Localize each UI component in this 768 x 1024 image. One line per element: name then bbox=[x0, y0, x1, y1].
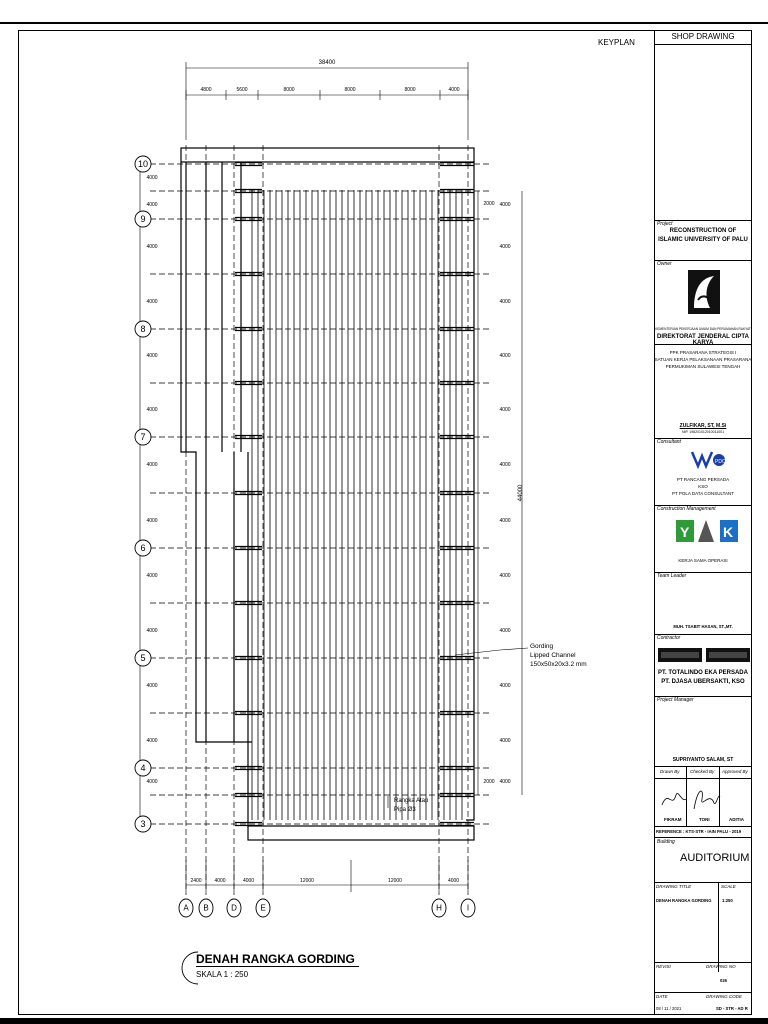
tb-rule bbox=[654, 882, 752, 883]
date-value: 08 / 11 / 2021 bbox=[656, 1006, 682, 1011]
dim-right-2000: 2000 bbox=[483, 779, 495, 785]
dim-bottom: 4000 bbox=[447, 878, 460, 884]
drawn-by-name: FIKRAM bbox=[664, 817, 682, 822]
sheet-bottom-rule bbox=[0, 1018, 768, 1024]
column-axis-label: H bbox=[436, 903, 442, 913]
consultant-line2: KSO bbox=[698, 484, 708, 489]
keyplan-label: KEYPLAN bbox=[598, 38, 635, 47]
pm-name: SUPRIYANTO SALAM, ST bbox=[672, 757, 734, 763]
dim-bottom: 12000 bbox=[300, 878, 314, 884]
team-leader-name: MUH. TSABIT HASAN, ST.,MT. bbox=[673, 624, 733, 629]
cm-text: KERJA SAMA OPERASI bbox=[678, 558, 728, 563]
dim-top: 4800 bbox=[200, 87, 212, 93]
column-axis-label: D bbox=[231, 903, 237, 913]
row-axis-label: 3 bbox=[140, 819, 146, 829]
scale-value: 1:250 bbox=[722, 898, 733, 903]
column-axis-label: E bbox=[260, 903, 266, 913]
team-leader-label: Team Leader bbox=[657, 573, 687, 579]
drawing-no-value: 026 bbox=[720, 978, 727, 983]
dim-top: 8000 bbox=[344, 87, 356, 93]
tb-rule bbox=[654, 766, 752, 767]
column-axis-label: I bbox=[466, 903, 470, 913]
revisi-label: REVISI bbox=[656, 964, 671, 969]
cm-label: Construction Management bbox=[657, 506, 716, 512]
row-axis-label: 4 bbox=[140, 763, 146, 773]
drawing-code-value: SD - STR - AD R bbox=[716, 1006, 748, 1011]
dim-left: 4000 bbox=[146, 202, 158, 208]
dim-left: 4000 bbox=[146, 462, 158, 468]
plan-scale: SKALA 1 : 250 bbox=[196, 970, 249, 979]
dim-left: 4000 bbox=[146, 682, 158, 689]
dim-right: 4000 bbox=[499, 627, 511, 634]
column-axis-label: A bbox=[183, 903, 189, 913]
gording-note bbox=[530, 642, 587, 669]
project-label: Project bbox=[657, 221, 673, 227]
drawing-title: DENAH RANGKA GORDING bbox=[656, 898, 712, 903]
contractor-label: Contractor bbox=[657, 635, 681, 641]
dim-left: 4000 bbox=[146, 174, 158, 181]
pm-label: Project Manager bbox=[657, 697, 694, 703]
tb-rule bbox=[654, 837, 752, 838]
signatures-icon bbox=[658, 783, 748, 813]
dim-left: 4000 bbox=[146, 243, 158, 250]
row-axis-label: 7 bbox=[140, 432, 146, 442]
building-label: Building bbox=[657, 839, 675, 845]
dim-right: 4000 bbox=[499, 407, 511, 413]
owner-person: ZULFIKAR, ST, M.Si bbox=[679, 423, 727, 429]
consultant-label: Consultant bbox=[657, 439, 681, 445]
dim-left: 4000 bbox=[146, 407, 158, 413]
ppk-line1: PPK PRASARANA STRATEGIS I bbox=[669, 350, 737, 355]
svg-text:PDC: PDC bbox=[715, 459, 726, 465]
dim-right: 4000 bbox=[499, 682, 511, 689]
directorate-text: DIREKTORAT JENDERAL CIPTA KARYA bbox=[657, 334, 749, 346]
dim-right-2000: 2000 bbox=[483, 201, 495, 207]
dim-overall-height: 44000 bbox=[518, 484, 524, 502]
tb-rule bbox=[654, 962, 752, 963]
dim-bottom: 4000 bbox=[214, 878, 226, 884]
drawing-code-label: DRAWING CODE bbox=[706, 994, 742, 999]
gording-note-line1: Gording bbox=[530, 643, 554, 650]
svg-text:Y: Y bbox=[680, 524, 690, 540]
drawn-by-label: Drawn By bbox=[660, 769, 680, 774]
dim-right: 4000 bbox=[499, 202, 511, 208]
pipe-note bbox=[394, 797, 428, 815]
consultant-logo-icon bbox=[690, 450, 726, 470]
drawing-title-label: DRAWING TITLE bbox=[656, 884, 692, 889]
dim-left: 4000 bbox=[146, 778, 158, 785]
contractor-line1: PT. TOTALINDO EKA PERSADA bbox=[658, 670, 748, 676]
dim-left: 4000 bbox=[146, 353, 158, 359]
dim-top: 5600 bbox=[236, 87, 248, 93]
contractor-line2: PT. DJASA UBERSAKTI, KSO bbox=[661, 679, 745, 685]
plan-title: DENAH RANGKA GORDING bbox=[196, 952, 359, 967]
ppk-line3: PERMUKIMAN SULAWESI TENGAH bbox=[665, 364, 741, 369]
ministry-logo-icon bbox=[688, 270, 720, 314]
tb-rule bbox=[654, 344, 752, 345]
pipe-note-line2: Pipa Ø3 bbox=[394, 807, 416, 813]
dim-top: 4000 bbox=[448, 87, 460, 93]
dim-right: 4000 bbox=[499, 462, 511, 468]
drawing-no-label: DRAWING NO bbox=[706, 964, 736, 969]
project-name-1: RECONSTRUCTION OF bbox=[669, 228, 737, 234]
dim-left: 4000 bbox=[146, 627, 158, 634]
dim-left: 4000 bbox=[146, 298, 158, 305]
approved-by-label: Approved By bbox=[722, 769, 748, 774]
gording-note-line2: Lipped Channel bbox=[530, 652, 576, 659]
row-axis-label: 6 bbox=[140, 543, 146, 553]
approved-by-name: ADITIA bbox=[729, 817, 744, 822]
dim-top: 8000 bbox=[283, 87, 295, 93]
row-axis-label: 5 bbox=[140, 653, 146, 663]
consultant-line1: PT RANCANG PERSADA bbox=[676, 477, 730, 482]
checked-by-name: TONI bbox=[699, 817, 710, 822]
consultant-line3: PT POLA DATA CONSULTANT bbox=[671, 491, 735, 496]
gording-note-line3: 150x50x20x3.2 mm bbox=[530, 661, 587, 668]
ministry-text: KEMENTERIAN PEKERJAAN UMUM DAN PERUMAHAN RAKYAT bbox=[655, 327, 751, 331]
shop-drawing-label: SHOP DRAWING bbox=[671, 32, 735, 41]
row-axis-label: 9 bbox=[140, 214, 146, 224]
dim-right: 4000 bbox=[499, 353, 511, 359]
dim-right: 4000 bbox=[499, 517, 511, 524]
dim-overall-width: 38400 bbox=[318, 60, 336, 66]
date-label: DATE bbox=[656, 994, 668, 999]
dim-left: 4000 bbox=[146, 737, 158, 744]
dim-right: 4000 bbox=[499, 572, 511, 579]
tb-rule bbox=[654, 992, 752, 993]
building-name: AUDITORIUM bbox=[680, 852, 750, 864]
owner-label: Owner bbox=[657, 261, 672, 267]
owner-nip: NIP. 198201012010011001 bbox=[681, 430, 725, 434]
dim-left: 4000 bbox=[146, 517, 158, 524]
tb-rule bbox=[654, 44, 752, 45]
dim-right: 4000 bbox=[499, 737, 511, 744]
dim-bottom: 12000 bbox=[388, 878, 402, 884]
pipe-note-line1: Rangka Atap bbox=[394, 798, 429, 804]
row-axis-label: 10 bbox=[137, 159, 149, 169]
checked-by-label: Checked By bbox=[690, 769, 715, 774]
dim-left: 4000 bbox=[146, 572, 158, 579]
dim-right: 4000 bbox=[499, 778, 511, 785]
tb-col-rule bbox=[718, 882, 719, 972]
dim-right: 4000 bbox=[499, 243, 511, 250]
dim-top: 8000 bbox=[404, 87, 416, 93]
scale-label: SCALE bbox=[721, 884, 736, 889]
svg-text:K: K bbox=[723, 524, 734, 540]
tb-rule bbox=[654, 826, 752, 827]
dim-bottom: 4000 bbox=[242, 878, 255, 884]
tb-rule bbox=[654, 778, 752, 779]
dim-right: 4000 bbox=[499, 298, 511, 305]
project-name-2: ISLAMIC UNIVERSITY OF PALU bbox=[658, 237, 748, 243]
reference-text: REFERENCE : KTS-STR - IAIN PALU - 2019 bbox=[656, 829, 742, 834]
contractor-logos-icon bbox=[658, 648, 750, 662]
column-axis-label: B bbox=[203, 903, 209, 913]
dim-bottom: 2400 bbox=[190, 878, 202, 884]
ppk-line2: SATUAN KERJA PELAKSANAAN PRASARANA bbox=[654, 357, 752, 362]
cm-logos-icon bbox=[676, 518, 740, 548]
row-axis-label: 8 bbox=[140, 324, 146, 334]
